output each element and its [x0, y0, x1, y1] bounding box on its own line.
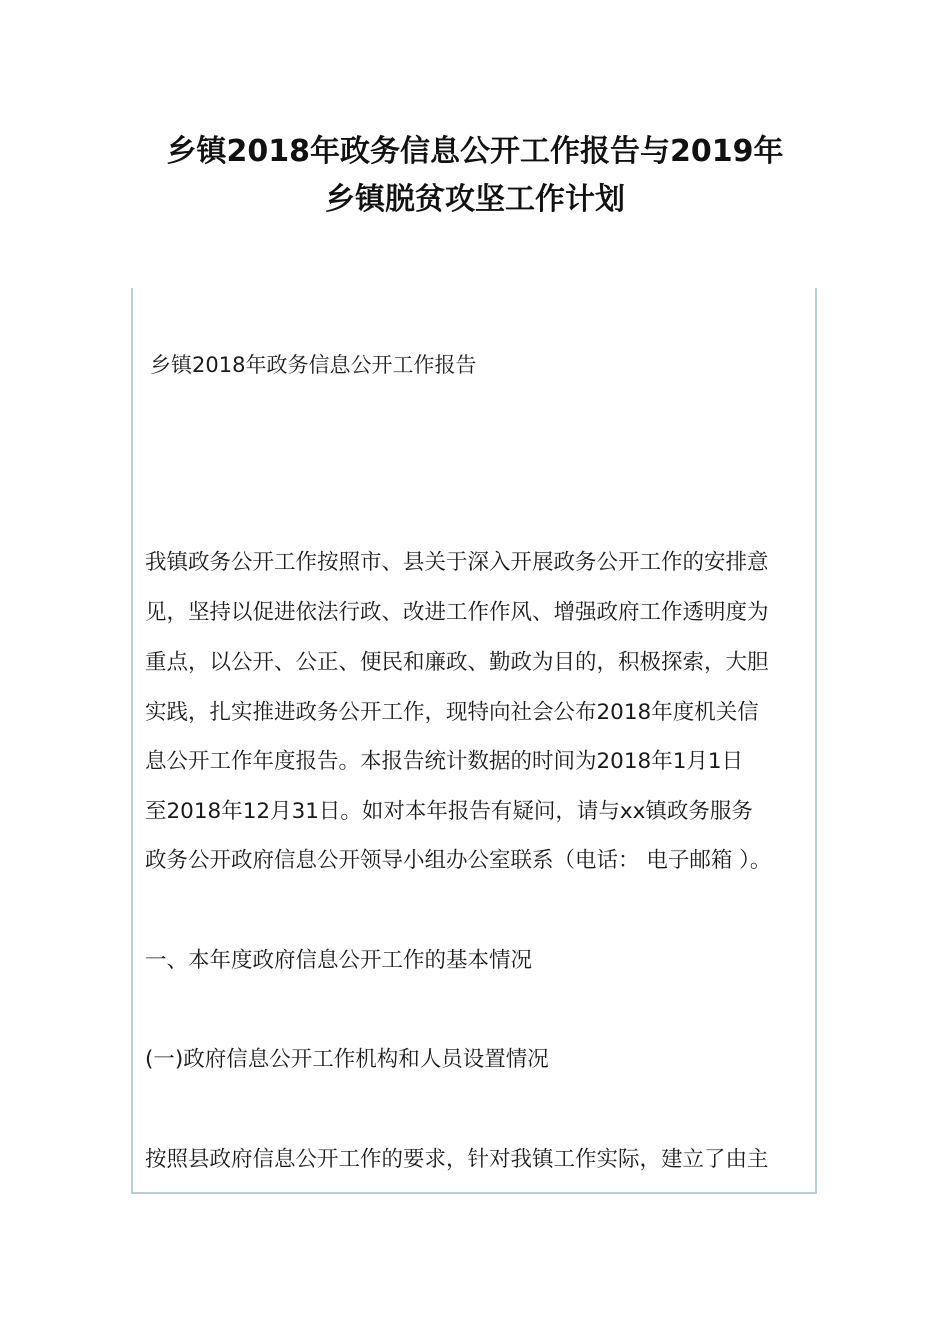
- paragraph-line-6: 至2018年12月31日。如对本年报告有疑问，请与xx镇政务服务: [145, 799, 753, 824]
- section-heading-1: 一、本年度政府信息公开工作的基本情况: [145, 948, 533, 973]
- paragraph-line-7: 政务公开政府信息公开领导小组办公室联系（电话： 电子邮箱 ）。: [145, 848, 772, 873]
- document-title-line-2: 乡镇脱贫攻坚工作计划: [325, 182, 625, 217]
- paragraph-line-2: 见，坚持以促进依法行政、改进工作作风、增强政府工作透明度为: [145, 600, 769, 625]
- paragraph-last-line: 按照县政府信息公开工作的要求，针对我镇工作实际，建立了由主: [145, 1147, 769, 1172]
- document-title: [0, 128, 950, 224]
- paragraph-line-4: 实践，扎实推进政务公开工作，现特向社会公布2018年度机关信: [145, 700, 759, 725]
- document-title-line-1: 乡镇2018年政务信息公开工作报告与2019年: [166, 134, 784, 169]
- section-heading-2: (一)政府信息公开工作机构和人员设置情况: [145, 1047, 549, 1072]
- paragraph-line-3: 重点，以公开、公正、便民和廉政、勤政为目的，积极探索，大胆: [145, 650, 769, 675]
- paragraph-line-1: 我镇政务公开工作按照市、县关于深入开展政务公开工作的安排意: [145, 550, 769, 575]
- report-subtitle: 乡镇2018年政务信息公开工作报告: [150, 353, 477, 377]
- paragraph-line-5: 息公开工作年度报告。本报告统计数据的时间为2018年1月1日: [145, 749, 744, 774]
